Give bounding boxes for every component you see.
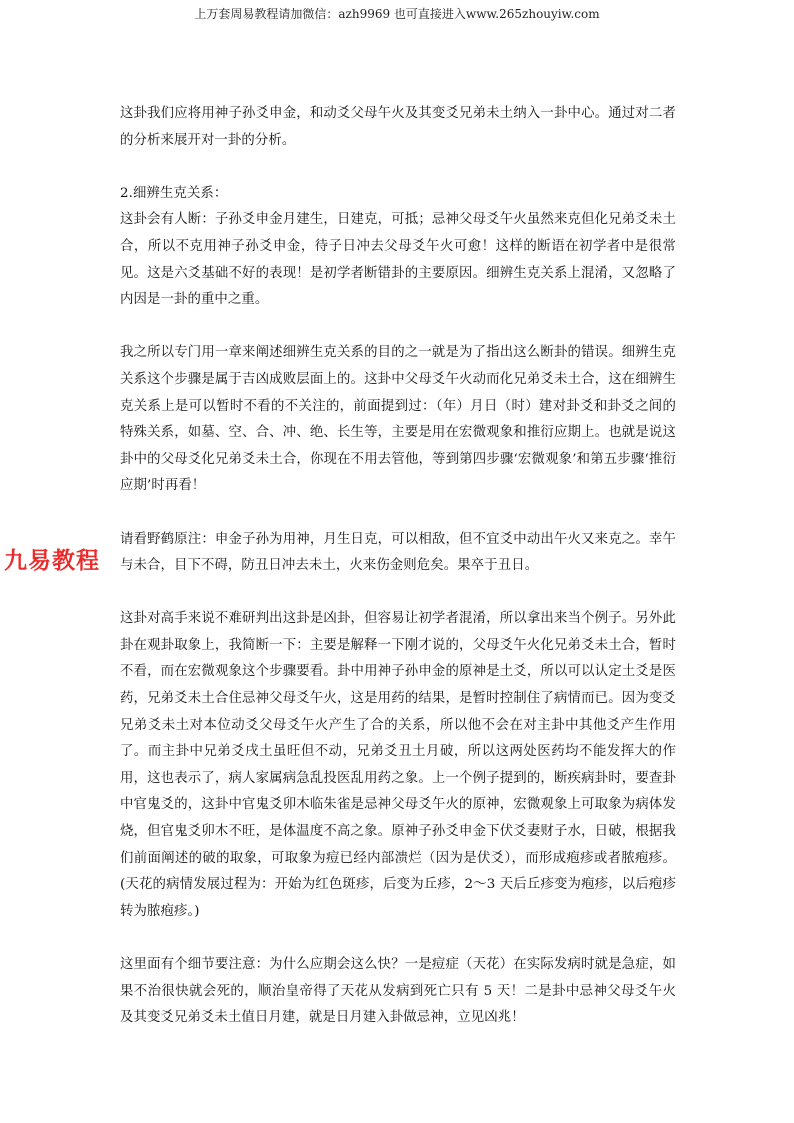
paragraph-explanation: 我之所以专门用一章来阐述细辨生克关系的目的之一就是为了指出这么断卦的错误。细辨生克关系这个步骤是属于吉凶成败层面上的。这卦中父母爻午火动而化兄弟爻未土合，这在细辨生克关系上是可以暂时不看的不关注的，前面提到过：（年）月日（时）建对卦爻和卦爻之间的特殊关系，如墓、空、合、冲、绝、长生等，主要是用在宏微观象和推衍应期上。也就是说这卦中的父母爻化兄弟爻未土合，你现在不用去管他，等到第四步骤‘宏微观象’和第五步骤‘推衍应期’时再看！ (120, 345, 676, 494)
page-header: 上万套周易教程请加微信：azh9969 也可直接进入www.265zhouyiw.com (194, 7, 600, 21)
section-heading: 2.细辨生克关系： (120, 185, 228, 201)
paragraph-analysis: 这卦对高手来说不难研判出这卦是凶卦，但容易让初学者混淆，所以拿出来当个例子。另外此卦在观卦取象上，我简断一下：主要是解释一下刚才说的，父母爻午火化兄弟爻未土合，暂时不看，而在宏微观象这个步骤要看。卦中用神子孙申金的原神是土爻，所以可以认定土爻是医药，兄弟爻未土合住忌神父母爻午火，这是用药的结果，是暂时控制住了病情而已。因为变爻兄弟爻未土对本位动爻父母爻午火产生了合的关系，所以他不会在对主卦中其他爻产生作用了。而主卦中兄弟爻戌土虽旺但不动，兄弟爻丑土月破，所以这两处医药均不能发挥大的作用，这也表示了，病人家属病急乱投医乱用药之象。上一个例子提到的，断疾病卦时，要查卦中官鬼爻的，这卦中官鬼爻卯木临朱雀是忌神父母爻午火的原神，宏微观象上可取象为病体发烧，但官鬼爻卯木不旺，是体温度不高之象。原神子孙爻申金下伏爻妻财子水，日破，根据我们前面阐述的破的取象，可取象为痘已经内部溃烂（因为是伏爻），而形成疱疹或者脓疱疹。(天花的病情发展过程为：开始为红色斑疹，后变为丘疹，2～3 天后丘疹变为疱疹，以后疱疹转为脓疱疹。) (120, 611, 676, 919)
paragraph-common-error: 这卦会有人断：子孙爻申金月建生，日建克，可抵；忌神父母爻午火虽然来克但化兄弟爻未土合，所以不克用神子孙爻申金，待子日冲去父母爻午火可愈！这样的断语在初学者中是很常见。这是六爻基础不好的表现！是初学者断错卦的主要原因。细辨生克关系上混淆，又忽略了内因是一卦的重中之重。 (120, 212, 676, 308)
watermark-logo: 九易教程 (4, 548, 100, 574)
paragraph-gap (120, 925, 676, 952)
paragraph-gap (120, 500, 676, 527)
paragraph-original-note: 请看野鹤原注：申金子孙为用神，月生日克，可以相敌，但不宜爻中动出午火又来克之。幸午与未合，目下不碍，防丑日冲去未土，火来伤金则危矣。果卒于丑日。 (120, 531, 676, 574)
paragraph-intro: 这卦我们应将用神子孙爻申金，和动爻父母午火及其变爻兄弟未土纳入一卦中心。通过对二者的分析来展开对一卦的分析。 (120, 106, 676, 148)
document-body (120, 101, 676, 1032)
paragraph-gap (120, 580, 676, 607)
paragraph-gap (120, 314, 676, 341)
paragraph-gap (120, 154, 676, 181)
paragraph-detail: 这里面有个细节要注意：为什么应期会这么快？一是痘症（天花）在实际发病时就是急症，如果不治很快就会死的，顺治皇帝得了天花从发病到死亡只有 5 天！二是卦中忌神父母爻午火及其变爻兄弟爻未土值日月建，就是日月建入卦做忌神，立见凶兆！ (120, 957, 676, 1026)
